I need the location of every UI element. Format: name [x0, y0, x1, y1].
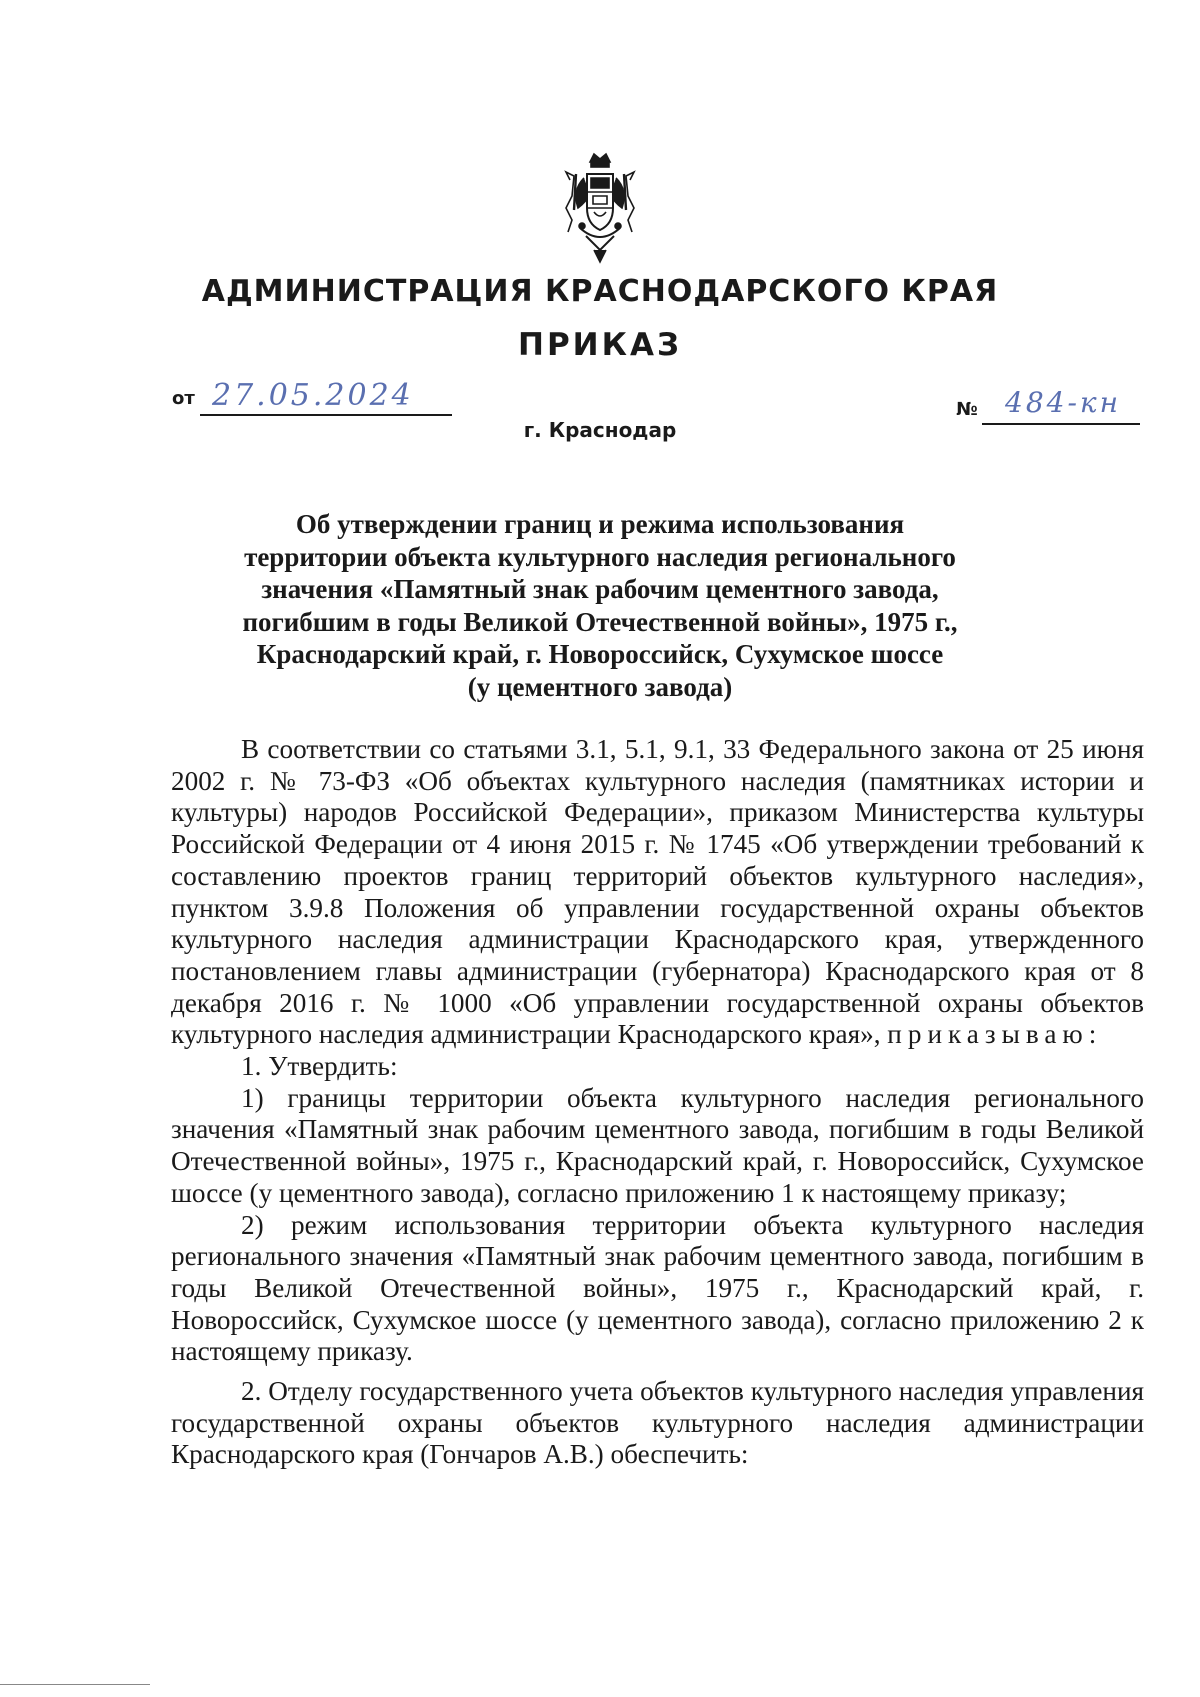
organization-name: АДМИНИСТРАЦИЯ КРАСНОДАРСКОГО КРАЯ — [201, 274, 999, 309]
handwritten-date: 27.05.2024 — [212, 378, 414, 413]
item-1-2: 2) режим использования территории объекта культурного наследия регионального значения «Памятный знак рабочим цементного завода, погибшим в годы Великой Отечественной войны», 1975 г., Краснодарский край, г. Новороссийск, Сухумское шоссе (у цементного завода), согласно приложению 2 к настоящему приказу. — [171, 1209, 1144, 1367]
footer-rule — [0, 1684, 150, 1685]
title-line: Краснодарский край, г. Новороссийск, Сухумское шоссе — [256, 639, 944, 669]
item-1: 1. Утвердить: — [241, 1051, 398, 1082]
order-title — [200, 508, 1000, 703]
coat-of-arms-emblem-icon — [560, 150, 640, 265]
city-name: г. Краснодар — [523, 418, 677, 442]
number-prefix: № — [956, 399, 978, 420]
title-line: погибшим в годы Великой Отечественной войны», 1975 г., — [242, 606, 958, 637]
preamble-paragraph — [171, 734, 1144, 1051]
date-underline — [200, 414, 452, 416]
order-word: приказываю: — [887, 1019, 1103, 1050]
title-line: (у цементного завода) — [467, 671, 733, 702]
preamble-text: В соответствии со статьями 3.1, 5.1, 9.1, 33 Федерального закона от 25 июня 2002 г. № 73-ФЗ «Об объектах культурного наследия (памятниках истории и культуры) народов Российской Федерации», приказом Министерства культуры Российской Федерации от 4 июня 2015 г. № 1745 «Об утверждении требований к составлению проектов границ территорий объектов культурного наследия», пунктом 3.9.8 Положения об управлении государственной охраны объектов культурного наследия администрации Краснодарского края, утвержденного постановлением главы администрации (губернатора) Краснодарского края от 8 декабря 2016 г. № 1000 «Об управлении государственной охраны объектов культурного наследия администрации Краснодарского края», — [171, 734, 1144, 1050]
title-line: значения «Памятный знак рабочим цементного завода, — [261, 574, 939, 604]
item-2: 2. Отделу государственного учета объектов культурного наследия управления государственной охраны объектов культурного наследия администрации Краснодарского края (Гончаров А.В.) обеспечить: — [171, 1376, 1144, 1470]
order-body — [171, 734, 1144, 1471]
document-type-heading: ПРИКАЗ — [518, 327, 682, 363]
handwritten-number: 484-кн — [1005, 386, 1122, 419]
date-prefix: от — [172, 388, 195, 409]
item-1-1: 1) границы территории объекта культурного наследия регионального значения «Памятный знак рабочим цементного завода, погибшим в годы Великой Отечественной войны», 1975 г., Краснодарский край, г. Новороссийск, Сухумское шоссе (у цементного завода), согласно приложению 1 к настоящему приказу; — [171, 1082, 1144, 1208]
title-line: Об утверждении границ и режима использования — [295, 509, 905, 539]
title-line: территории объекта культурного наследия регионального — [244, 541, 956, 572]
